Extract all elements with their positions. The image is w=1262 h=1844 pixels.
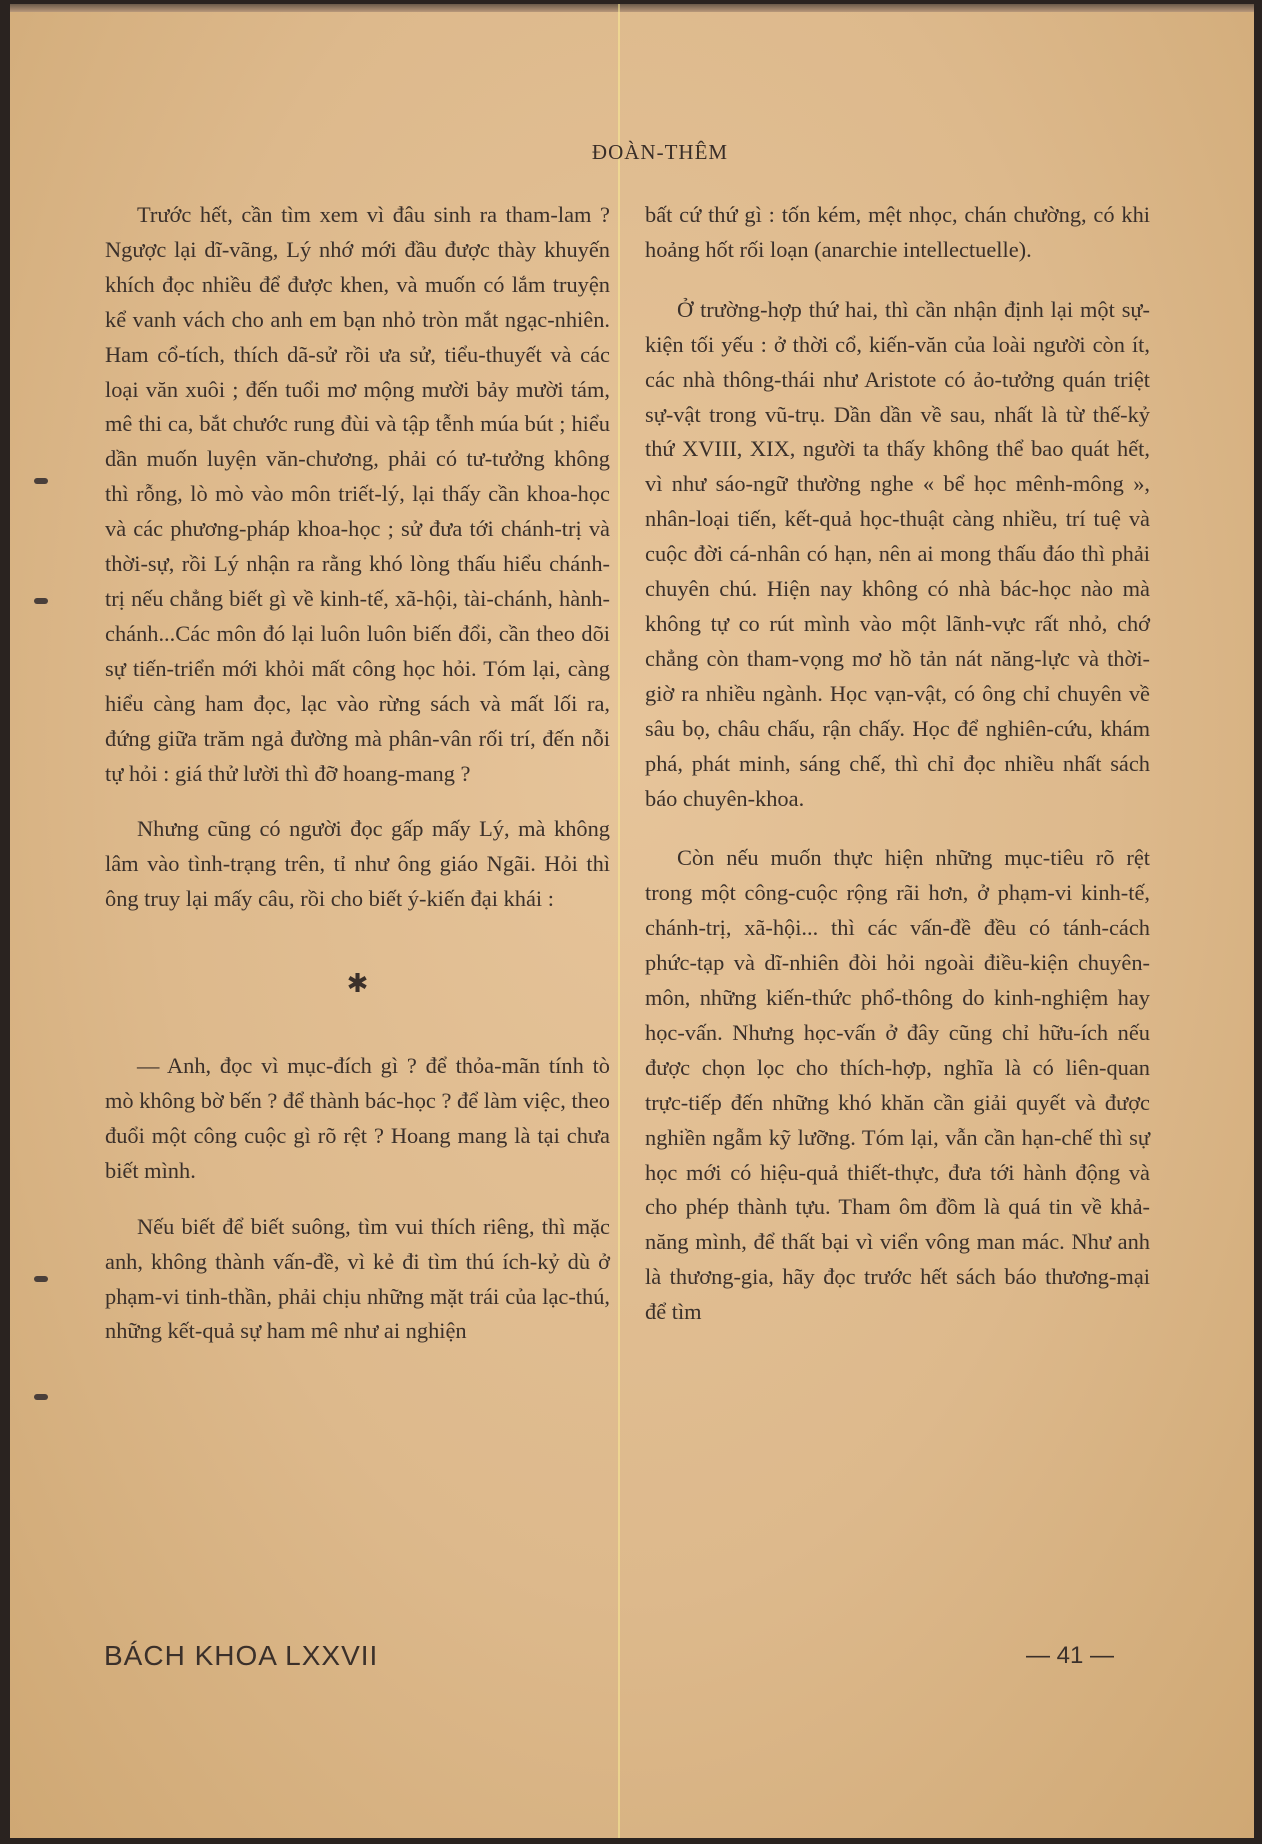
paragraph: Ở trường-hợp thứ hai, thì cần nhận định lại một sự-kiện tối yếu : ở thời cổ, kiến-văn của loài người còn ít, các nhà thông-thái như Aristote có ảo-tưởng quán triệt sự-vật trong vũ-trụ. Dần dần về sau, nhất là từ thế-kỷ thứ XVIII, XIX, người ta thấy không thể bao quát hết, vì như sáo-ngữ thường nghe « bể học mênh-mông », nhân-loại tiến, kết-quả học-thuật càng nhiều, trí tuệ và cuộc đời cá-nhân có hạn, nên ai mong thấu đáo thì phải chuyên chú. Hiện nay không có nhà bác-học nào mà không tự co rút mình vào một lãnh-vực rất nhỏ, chớ chẳng còn tham-vọng mơ hồ tản nát năng-lực và thời-giờ ra nhiều ngành. Học vạn-vật, có ông chỉ chuyên về sâu bọ, châu chấu, rận chấy. Học để nghiên-cứu, khám phá, phát minh, sáng chế, thì chỉ đọc nhiều nhất sách báo chuyên-khoa. bbox=[645, 296, 1150, 811]
running-header: ĐOÀN-THÊM bbox=[591, 140, 729, 164]
left-column bbox=[105, 198, 610, 1349]
binding-mark bbox=[34, 1276, 48, 1282]
paragraph: — Anh, đọc vì mục-đích gì ? để thỏa-mãn tính tò mò không bờ bến ? để thành bác-học ? để làm việc, theo đuổi một công cuộc gì rõ rệt ? Hoang mang là tại chưa biết mình. bbox=[105, 1053, 610, 1183]
paragraph: Nếu biết để biết suông, tìm vui thích riêng, thì mặc anh, không thành vấn-đề, vì kẻ đi tìm thú ích-kỷ dù ở phạm-vi tinh-thần, phải chịu những mặt trái của lạc-thú, những kết-quả sự ham mê như ai nghiện bbox=[105, 1213, 610, 1344]
page-number: — 41 — bbox=[1026, 1642, 1115, 1669]
binding-mark bbox=[34, 1394, 48, 1400]
right-column bbox=[645, 198, 1150, 1330]
paragraph: Còn nếu muốn thực hiện những mục-tiêu rõ rệt trong một công-cuộc rộng rãi hơn, ở phạm-vi kinh-tế, chánh-trị, xã-hội... thì các vấn-đề đều có tánh-cách phức-tạp và dĩ-nhiên đòi hỏi ngoài điều-kiện chuyên-môn, những kiến-thức phổ-thông do kinh-nghiệm hay học-vấn. Nhưng học-vấn ở đây cũng chỉ hữu-ích nếu được chọn lọc cho thích-hợp, nghĩa là có liên-quan trực-tiếp đến những khó khăn cần giải quyết và được nghiền ngẫm kỹ lưỡng. Tóm lại, vẫn cần hạn-chế thì sự học mới có hiệu-quả thiết-thực, đưa tới hành động và cho phép thành tựu. Tham ôm đồm là quá tin về khả-năng mình, để thất bại vì viển vông man mác. Như anh là thương-gia, hãy đọc trước hết sách báo thương-mại để tìm bbox=[645, 845, 1150, 1325]
section-separator: ✱ bbox=[346, 969, 369, 999]
binding-mark bbox=[34, 478, 48, 484]
paragraph: Trước hết, cần tìm xem vì đâu sinh ra tham-lam ? Ngược lại dĩ-vãng, Lý nhớ mới đầu được thày khuyến khích đọc nhiều để được khen, và muốn có lắm truyện kể vanh vách cho anh em bạn nhỏ tròn mắt ngạc-nhiên. Ham cổ-tích, thích dã-sử rồi ưa sử, tiểu-thuyết và các loại văn xuôi ; đến tuổi mơ mộng mười bảy mười tám, mê thi ca, bắt chước rung đùi và tập tễnh múa bút ; hiểu dần muốn luyện văn-chương, phải có tư-tưởng không thì rỗng, lò mò vào môn triết-lý, lại thấy cần khoa-học và các phương-pháp khoa-học ; sử đưa tới chánh-trị và thời-sự, rồi Lý nhận ra rằng khó lòng thấu hiểu chánh-trị nếu chẳng biết gì về kinh-tế, xã-hội, tài-chánh, hành-chánh...Các môn đó lại luôn luôn biến đổi, cần theo dõi sự tiến-triển mới khỏi mất công học hỏi. Tóm lại, càng hiểu càng ham đọc, lạc vào rừng sách và mất lối ra, đứng giữa trăm ngả đường mà phân-vân rối trí, đến nỗi tự hỏi : giá thử lười thì đỡ hoang-mang ? bbox=[105, 202, 610, 786]
publication-name: BÁCH KHOA LXXVII bbox=[104, 1640, 379, 1671]
magazine-page bbox=[10, 4, 1254, 1838]
paragraph: bất cứ thứ gì : tốn kém, mệt nhọc, chán chường, có khi hoảng hốt rối loạn (anarchie intellectuelle). bbox=[645, 202, 1150, 262]
binding-mark bbox=[34, 598, 48, 604]
page-edge bbox=[10, 4, 1254, 12]
fold-line bbox=[618, 4, 620, 1838]
paragraph: Nhưng cũng có người đọc gấp mấy Lý, mà không lâm vào tình-trạng trên, tỉ như ông giáo Ngãi. Hỏi thì ông truy lại mấy câu, rồi cho biết ý-kiến đại khái : bbox=[105, 816, 610, 912]
